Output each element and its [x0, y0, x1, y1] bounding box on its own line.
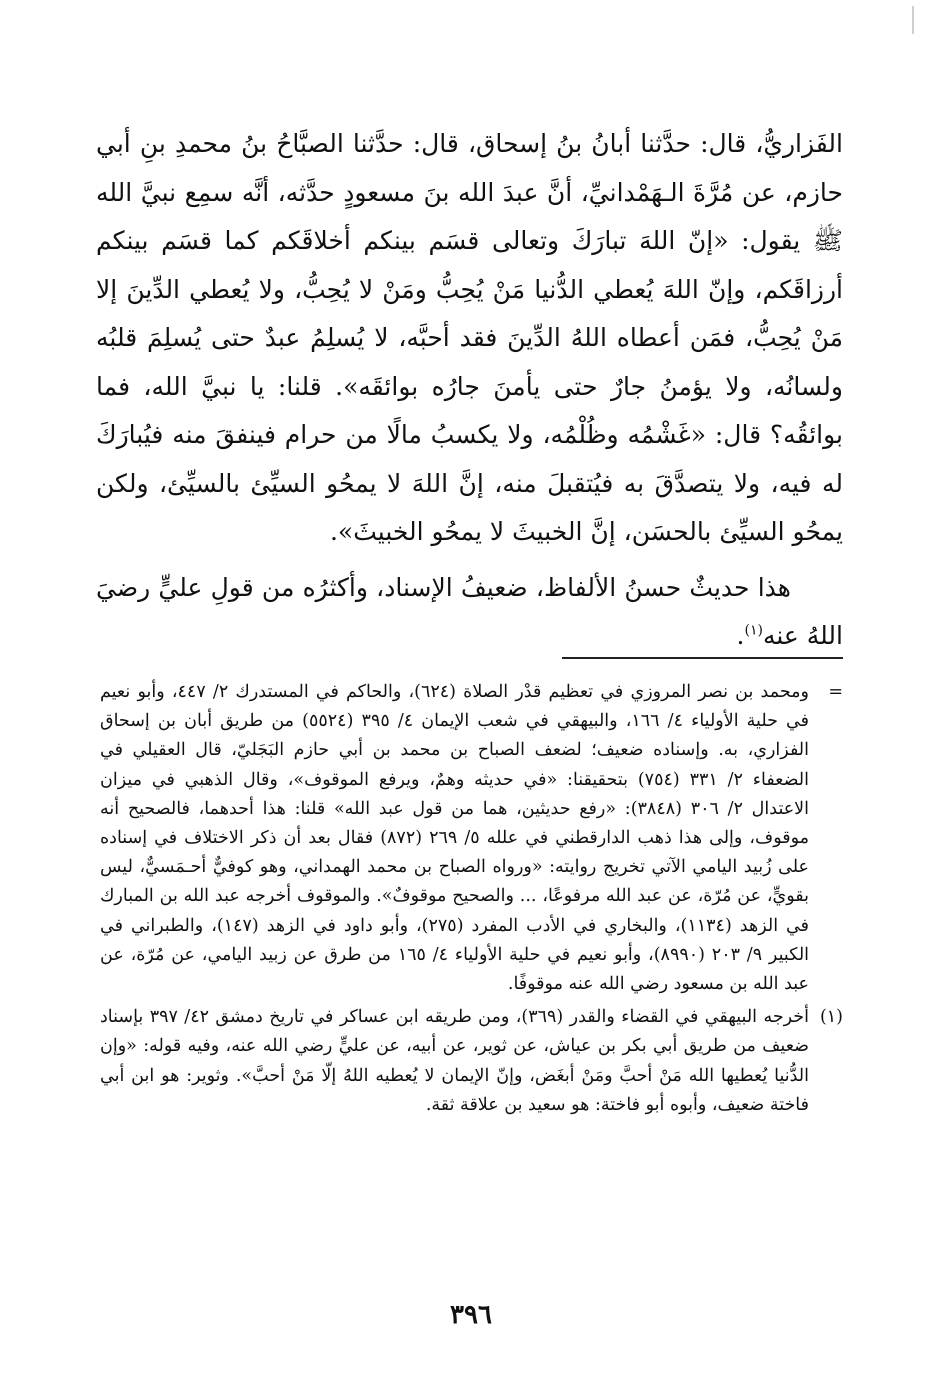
scan-edge-mark: [912, 6, 914, 34]
footnote-marker: =: [828, 682, 843, 702]
footnote-marker: (١): [819, 1007, 843, 1028]
footnote-separator: [562, 657, 843, 659]
footnote-1: [100, 1003, 843, 1120]
main-text-block: [96, 120, 843, 661]
footnote-reference[interactable]: (١): [744, 622, 763, 639]
footnote-text: أخرجه البيهقي في القضاء والقدر (٣٦٩)، ومن طريقه ابن عساكر في تاريخ دمشق ٤٢/ ٣٩٧ بإسناد ضعيف من طريق أبي بكر بن عياش، عن ثوير، عن أبيه، عن عليٍّ رضي الله عنه، وفيه قوله: «وإن الدُّنيا يُعطيها الله مَنْ أحبَّ ومَنْ أبغَض، وإنّ الإيمان لا يُعطيه اللهُ إلّا مَنْ أحبَّ». وثوير: هو ابن أبي فاختة ضعيف، وأبوه أبو فاختة: هو سعيد بن علاقة ثقة.: [100, 1007, 809, 1115]
grading-end-punct: .: [736, 621, 745, 650]
hadith-paragraph: الفَزاريُّ، قال: حدَّثنا أبانُ بنُ إسحاق، قال: حدَّثنا الصبَّاحُ بنُ محمدِ بنِ أبي حازم، عن مُرَّةَ الـهَمْدانيِّ، أنَّ عبدَ الله بنَ مسعودٍ حدَّثه، أنَّه سمِع نبيَّ الله ﷺ يقول: «إنّ اللهَ تبارَكَ وتعالى قسَم بينكم أخلاقَكم كما قسَم بينكم أرزاقَكم، وإنّ اللهَ يُعطي الدُّنيا مَنْ يُحِبُّ ومَنْ لا يُحِبُّ، ولا يُعطي الدِّينَ إلا مَنْ يُحِبُّ، فمَن أعطاه اللهُ الدِّينَ فقد أحبَّه، لا يُسلِمُ عبدٌ حتى يُسلِمَ قلبُه ولسانُه، ولا يؤمنُ جارٌ حتى يأمنَ جارُه بوائقَه». قلنا: يا نبيَّ الله، فما بوائقُه؟ قال: «غَشْمُه وظُلْمُه، ولا يكسبُ مالًا من حرام فينفقَ منه فيُبارَكَ له فيه، ولا يتصدَّقَ به فيُتقبلَ منه، إنَّ اللهَ لا يمحُو السيِّئ بالسيِّئ، ولكن يمحُو السيِّئ بالحسَن، إنَّ الخبيثَ لا يمحُو الخبيثَ».: [96, 129, 843, 546]
footnote-text: ومحمد بن نصر المروزي في تعظيم قدْر الصلاة (٦٢٤)، والحاكم في المستدرك ٢/ ٤٤٧، وأبو نعيم في حلية الأولياء ٤/ ١٦٦، والبيهقي في شعب الإيمان ٤/ ٣٩٥ (٥٥٢٤) من طريق أبان بن إسحاق الفزاري، به. وإسناده ضعيف؛ لضعف الصباح بن محمد بن أبي حازم البَجَليّ، قال العقيلي في الضعفاء ٢/ ٣٣١ (٧٥٤) بتحقيقنا: «في حديثه وهمٌ، ويرفع الموقوف»، وقال الذهبي في ميزان الاعتدال ٢/ ٣٠٦ (٣٨٤٨): «رفع حديثين، هما من قول عبد الله» قلنا: هذا أحدهما، فالصحيح أنه موقوف، وإلى هذا ذهب الدارقطني في علله ٥/ ٢٦٩ (٨٧٢) فقال بعد أن ذكر الاختلاف في إسناده على زُبيد اليامي الآتي تخريج روايته: «ورواه الصباح بن محمد الهمداني، وهو كوفيٌّ أحـمَسيٌّ، ليس بقويٍّ، عن مُرّة، عن عبد الله مرفوعًا، ... والصحيح موقوفٌ». والموقوف أخرجه عبد الله بن المبارك في الزهد (١١٣٤)، والبخاري في الأدب المفرد (٢٧٥)، وأبو داود في الزهد (١٤٧)، والطبراني في الكبير ٩/ ٢٠٣ (٨٩٩٠)، وأبو نعيم في حلية الأولياء ٤/ ١٦٥ من طرق عن زبيد اليامي، عن مُرّة، عن عبد الله بن مسعود رضي الله عنه موقوفًا.: [100, 682, 810, 995]
grading-paragraph: [96, 564, 843, 661]
footnote-continued: [100, 678, 843, 999]
grading-text: هذا حديثٌ حسنُ الألفاظ، ضعيفُ الإسناد، وأكثرُه من قولِ عليٍّ رضيَ اللهُ عنه: [96, 572, 843, 650]
page-number: ٣٩٦: [450, 1300, 492, 1330]
footnotes-section: [100, 678, 843, 1120]
